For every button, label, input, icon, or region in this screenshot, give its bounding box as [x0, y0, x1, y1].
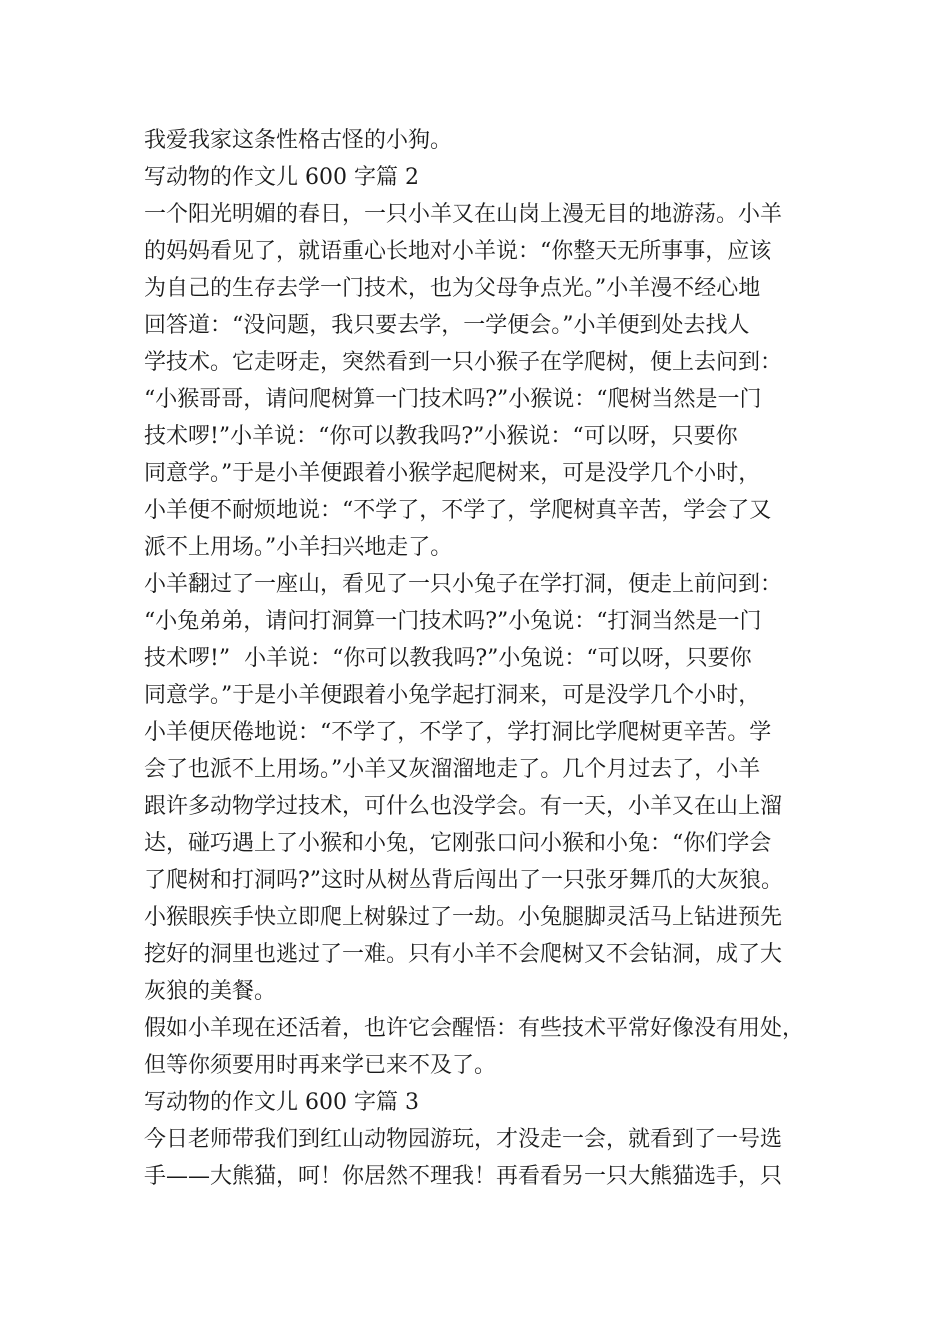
- text-line: “小猴哥哥，请问爬树算一门技术吗?”小猴说：“爬树当然是一门: [144, 387, 762, 412]
- text-line: 同意学。”于是小羊便跟着小猴学起爬树来，可是没学几个小时，: [144, 461, 761, 486]
- text-line: 技术啰!” 小羊说：“你可以教我吗?”小兔说：“可以呀，只要你: [144, 646, 752, 671]
- text-line: “小兔弟弟，请问打洞算一门技术吗?”小兔说：“打洞当然是一门: [144, 609, 762, 634]
- text-line: 派不上用场。”小羊扫兴地走了。: [144, 535, 453, 560]
- text-line: 同意学。”于是小羊便跟着小兔学起打洞来，可是没学几个小时，: [144, 683, 761, 708]
- text-line: 回答道：“没问题，我只要去学，一学便会。”小羊便到处去找人: [144, 313, 750, 338]
- text-line: 达，碰巧遇上了小猴和小兔，它刚张口问小猴和小兔：“你们学会: [144, 831, 772, 856]
- text-line: 会了也派不上用场。”小羊又灰溜溜地走了。几个月过去了，小羊: [144, 757, 761, 782]
- text-line: 假如小羊现在还活着，也许它会醒悟：有些技术平常好像没有用处，: [144, 1016, 805, 1041]
- text-line: 为自己的生存去学一门技术，也为父母争点光。”小羊漫不经心地: [144, 276, 761, 301]
- text-line: 了爬树和打洞吗?”这时从树丛背后闯出了一只张牙舞爪的大灰狼。: [144, 868, 784, 893]
- text-line: 我爱我家这条性格古怪的小狗。: [144, 128, 453, 153]
- text-line: 小羊翻过了一座山，看见了一只小兔子在学打洞，便走上前问到：: [144, 572, 783, 597]
- text-line: 灰狼的美餐。: [144, 979, 277, 1004]
- section-heading: 写动物的作文儿 600 字篇 3: [144, 1090, 419, 1115]
- text-line: 学技术。它走呀走，突然看到一只小猴子在学爬树，便上去问到：: [144, 350, 783, 375]
- text-line: 技术啰!”小羊说：“你可以教我吗?”小猴说：“可以呀，只要你: [144, 424, 738, 449]
- document-body: [144, 122, 834, 1195]
- text-line: 小羊便不耐烦地说：“不学了，不学了，学爬树真辛苦，学会了又: [144, 498, 772, 523]
- text-line: 小羊便厌倦地说：“不学了，不学了，学打洞比学爬树更辛苦。学: [144, 720, 772, 745]
- text-line: 一个阳光明媚的春日，一只小羊又在山岗上漫无目的地游荡。小羊: [144, 202, 783, 227]
- section-heading: 写动物的作文儿 600 字篇 2: [144, 165, 419, 190]
- text-line: 跟许多动物学过技术，可什么也没学会。有一天，小羊又在山上溜: [144, 794, 783, 819]
- text-line: 的妈妈看见了，就语重心长地对小羊说：“你整天无所事事，应该: [144, 239, 772, 264]
- text-line: 挖好的洞里也逃过了一难。只有小羊不会爬树又不会钻洞，成了大: [144, 942, 783, 967]
- text-line: 小猴眼疾手快立即爬上树躲过了一劫。小兔腿脚灵活马上钻进预先: [144, 905, 783, 930]
- text-line: 手——大熊猫，呵！你居然不理我！再看看另一只大熊猫选手，只: [144, 1164, 783, 1189]
- text-line: 但等你须要用时再来学已来不及了。: [144, 1053, 497, 1078]
- text-line: 今日老师带我们到红山动物园游玩，才没走一会，就看到了一号选: [144, 1127, 783, 1152]
